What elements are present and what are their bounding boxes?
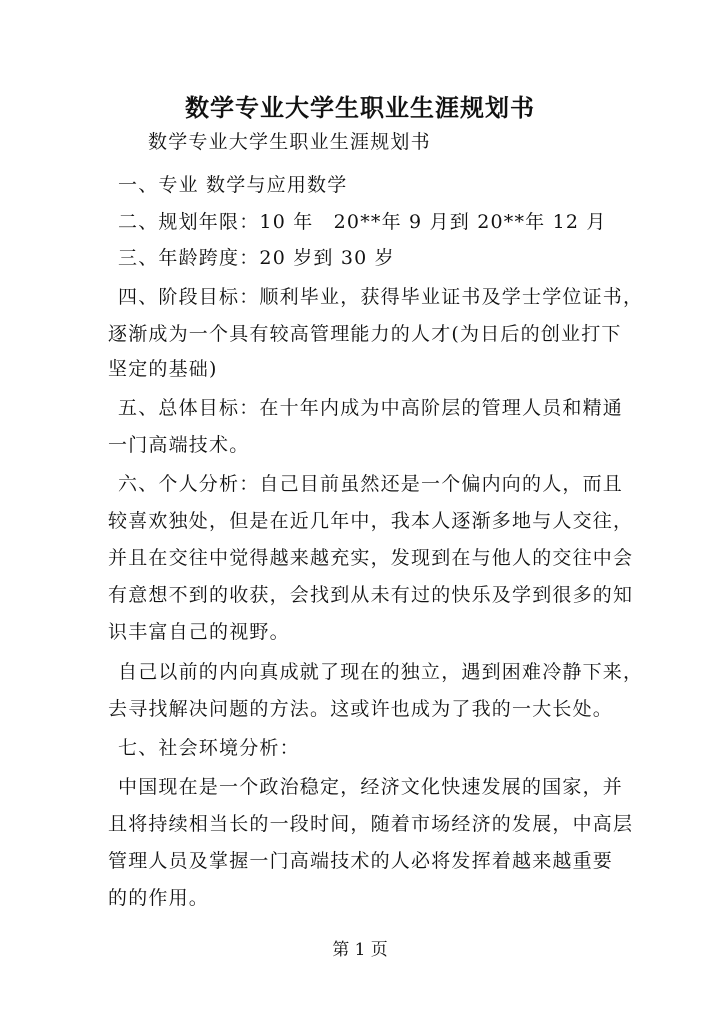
subtitle-line: 数学专业大学生职业生涯规划书 (148, 131, 431, 153)
section-4-stage-goal-line-1: 四、阶段目标：顺利毕业，获得毕业证书及学士学位证书， (118, 286, 644, 308)
section-5-overall-goal-line-1: 五、总体目标：在十年内成为中高阶层的管理人员和精通 (118, 397, 624, 419)
section-6-personal-analysis-line-1: 六、个人分析：自己目前虽然还是一个偏内向的人，而且 (118, 473, 624, 495)
section-7-social-environment-heading: 七、社会环境分析： (118, 737, 300, 759)
section-4-stage-goal-line-2: 逐渐成为一个具有较高管理能力的人才(为日后的创业打下 (108, 323, 622, 345)
section-6-personal-analysis-line-4: 有意想不到的收获，会找到从未有过的快乐及学到很多的知 (108, 584, 634, 606)
section-7-social-environment-line-1: 中国现在是一个政治稳定，经济文化快速发展的国家，并 (118, 776, 624, 798)
section-4-stage-goal-line-3: 坚定的基础) (108, 358, 218, 380)
section-6-personal-analysis-line-2: 较喜欢独处，但是在近几年中，我本人逐渐多地与人交往， (108, 510, 634, 532)
section-1-major: 一、专业 数学与应用数学 (118, 174, 348, 196)
section-7-social-environment-line-4: 的的作用。 (108, 887, 210, 909)
section-6-personal-analysis-line-3: 并且在交往中觉得越来越充实，发现到在与他人的交往中会 (108, 547, 634, 569)
paragraph-independence-line-1: 自己以前的内向真成就了现在的独立，遇到困难冷静下来， (118, 661, 644, 683)
section-7-social-environment-line-2: 且将持续相当长的一段时间，随着市场经济的发展，中高层 (108, 813, 634, 835)
document-title: 数学专业大学生职业生涯规划书 (185, 93, 535, 122)
section-7-social-environment-line-3: 管理人员及掌握一门高端技术的人必将发挥着越来越重要 (108, 850, 614, 872)
section-3-age-span: 三、年龄跨度：20 岁到 30 岁 (118, 247, 395, 269)
section-6-personal-analysis-line-5: 识丰富自己的视野。 (108, 621, 290, 643)
page-number-footer: 第 1 页 (332, 940, 388, 960)
section-2-planning-period: 二、规划年限：10 年 20**年 9 月到 20**年 12 月 (118, 211, 607, 233)
section-5-overall-goal-line-2: 一门高端技术。 (108, 434, 250, 456)
paragraph-independence-line-2: 去寻找解决问题的方法。这或许也成为了我的一大长处。 (108, 698, 614, 720)
